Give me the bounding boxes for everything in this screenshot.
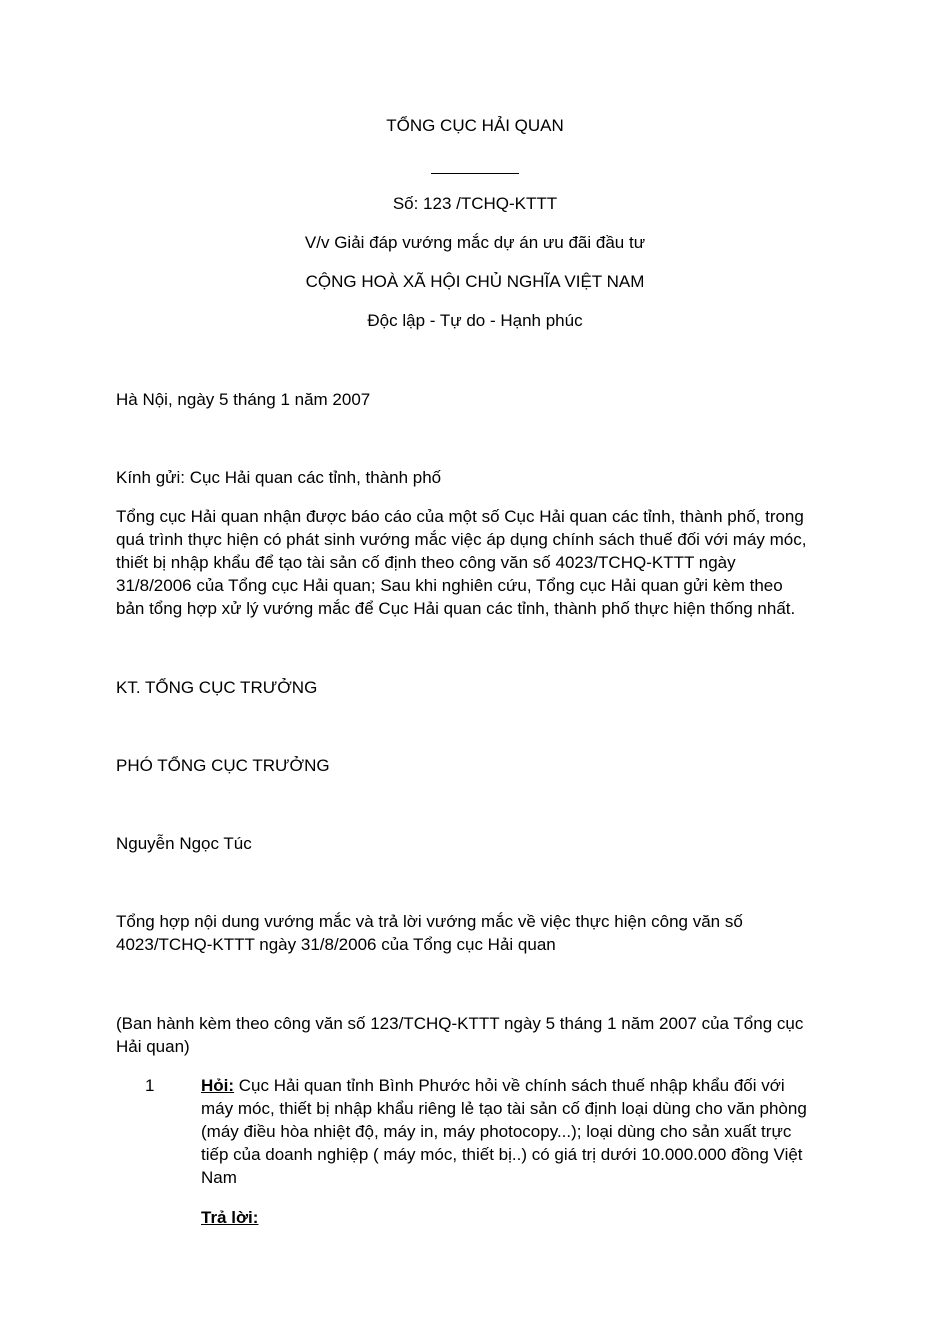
question-line: (máy điều hòa nhiệt độ, máy in, máy photocopy...); loại dùng cho sản xuất trực bbox=[201, 1122, 792, 1141]
document-date: Hà Nội, ngày 5 tháng 1 năm 2007 bbox=[116, 390, 371, 409]
agency-name: TỔNG CỤC HẢI QUAN bbox=[386, 116, 564, 135]
attachment-line: (Ban hành kèm theo công văn số 123/TCHQ-KTTT ngày 5 tháng 1 năm 2007 của Tổng cục bbox=[116, 1014, 804, 1033]
body-line: Tổng cục Hải quan nhận được báo cáo của một số Cục Hải quan các tỉnh, thành phố, trong bbox=[116, 507, 804, 526]
body-line: bản tổng hợp xử lý vướng mắc để Cục Hải quan các tỉnh, thành phố thực hiện thống nhất. bbox=[116, 599, 796, 618]
body-line: quá trình thực hiện có phát sinh vướng mắc việc áp dụng chính sách thuế đối với máy móc, bbox=[116, 530, 807, 549]
body-line: 31/8/2006 của Tổng cục Hải quan; Sau khi nghiên cứu, Tổng cục Hải quan gửi kèm theo bbox=[116, 576, 783, 595]
question-label: Hỏi: bbox=[201, 1076, 235, 1095]
qa-item-number: 1 bbox=[145, 1076, 155, 1095]
question-text: Cục Hải quan tỉnh Bình Phước hỏi về chính sách thuế nhập khẩu đối với bbox=[234, 1076, 785, 1095]
signer-name: Nguyễn Ngọc Túc bbox=[116, 834, 252, 853]
question-line: máy móc, thiết bị nhập khẩu riêng lẻ tạo tài sản cố định loại dùng cho văn phòng bbox=[201, 1099, 807, 1118]
answer-label: Trả lời: bbox=[201, 1208, 259, 1227]
summary-line: Tổng hợp nội dung vướng mắc và trả lời vướng mắc về việc thực hiện công văn số bbox=[116, 912, 743, 931]
body-line: thiết bị nhập khẩu để tạo tài sản cố định theo công văn số 4023/TCHQ-KTTT ngày bbox=[116, 553, 736, 572]
document-subject: V/v Giải đáp vướng mắc dự án ưu đãi đầu tư bbox=[304, 233, 646, 252]
signature-on-behalf: KT. TỔNG CỤC TRƯỞNG bbox=[116, 678, 318, 697]
question-line: tiếp của doanh nghiệp ( máy móc, thiết bị..) có giá trị dưới 10.000.000 đồng Việt bbox=[201, 1145, 803, 1164]
summary-line: 4023/TCHQ-KTTT ngày 31/8/2006 của Tổng cục Hải quan bbox=[116, 935, 556, 954]
document-number: Số: 123 /TCHQ-KTTT bbox=[392, 194, 558, 213]
nation-motto: Độc lập - Tự do - Hạnh phúc bbox=[367, 311, 583, 330]
nation-title: CỘNG HOÀ XÃ HỘI CHỦ NGHĨA VIỆT NAM bbox=[305, 272, 645, 291]
attachment-line: Hải quan) bbox=[116, 1037, 190, 1056]
question-first-line bbox=[201, 1074, 785, 1097]
question-line: Nam bbox=[201, 1168, 237, 1187]
header-divider bbox=[431, 173, 519, 174]
signature-title: PHÓ TỔNG CỤC TRƯỞNG bbox=[116, 756, 330, 775]
recipient: Kính gửi: Cục Hải quan các tỉnh, thành phố bbox=[116, 468, 442, 487]
